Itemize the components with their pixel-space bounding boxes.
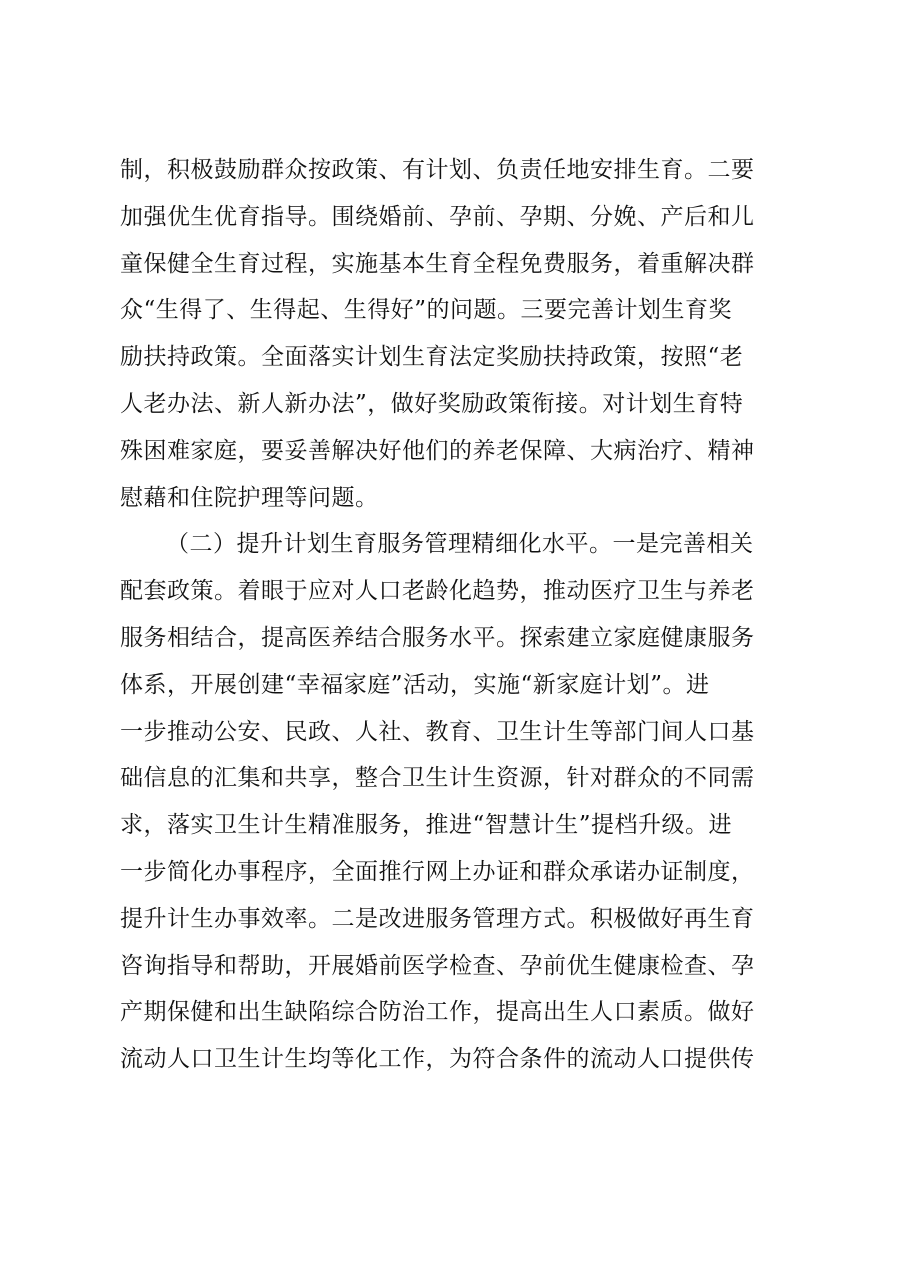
text-line: 体系，开展创建“幸福家庭”活动，实施“新家庭计划”。进 — [120, 671, 710, 698]
paragraph-2 — [120, 521, 800, 1083]
text-line: 咨询指导和帮助，开展婚前医学检查、孕前优生健康检查、孕 — [120, 952, 755, 979]
text-line: 一步推动公安、民政、人社、教育、卫生计生等部门间人口基 — [120, 718, 755, 745]
text-line: 众“生得了、生得起、生得好”的问题。三要完善计划生育奖 — [120, 297, 733, 324]
paragraph-1 — [120, 147, 800, 521]
text-line: 殊困难家庭，要妥善解决好他们的养老保障、大病治疗、精神 — [120, 437, 755, 464]
text-line: 配套政策。着眼于应对人口老龄化趋势，推动医疗卫生与养老 — [120, 578, 755, 605]
text-line: 础信息的汇集和共享，整合卫生计生资源，针对群众的不同需 — [120, 765, 755, 792]
text-line: 人老办法、新人新办法”，做好奖励政策衔接。对计划生育特 — [120, 390, 744, 417]
text-line: 慰藉和住院护理等问题。 — [120, 484, 379, 511]
text-line: 加强优生优育指导。围绕婚前、孕前、孕期、分娩、产后和儿 — [120, 203, 755, 230]
document-body — [120, 147, 800, 1083]
text-line: 产期保健和出生缺陷综合防治工作，提高出生人口素质。做好 — [120, 999, 755, 1026]
text-line: 一步简化办事程序，全面推行网上办证和群众承诺办证制度， — [120, 858, 755, 885]
text-line: 励扶持政策。全面落实计划生育法定奖励扶持政策，按照“老 — [120, 344, 744, 371]
text-line: 童保健全生育过程，实施基本生育全程免费服务，着重解决群 — [120, 250, 755, 277]
text-line-first: （二）提升计划生育服务管理精细化水平。一是完善相关 — [166, 531, 754, 558]
text-line: 流动人口卫生计生均等化工作，为符合条件的流动人口提供传 — [120, 1046, 755, 1073]
text-line: 求，落实卫生计生精准服务，推进“智慧计生”提档升级。进 — [120, 812, 733, 839]
text-line: 制，积极鼓励群众按政策、有计划、负责任地安排生育。二要 — [120, 157, 755, 183]
text-line: 提升计生办事效率。二是改进服务管理方式。积极做好再生育 — [120, 905, 755, 932]
text-line: 服务相结合，提高医养结合服务水平。探索建立家庭健康服务 — [120, 624, 755, 651]
